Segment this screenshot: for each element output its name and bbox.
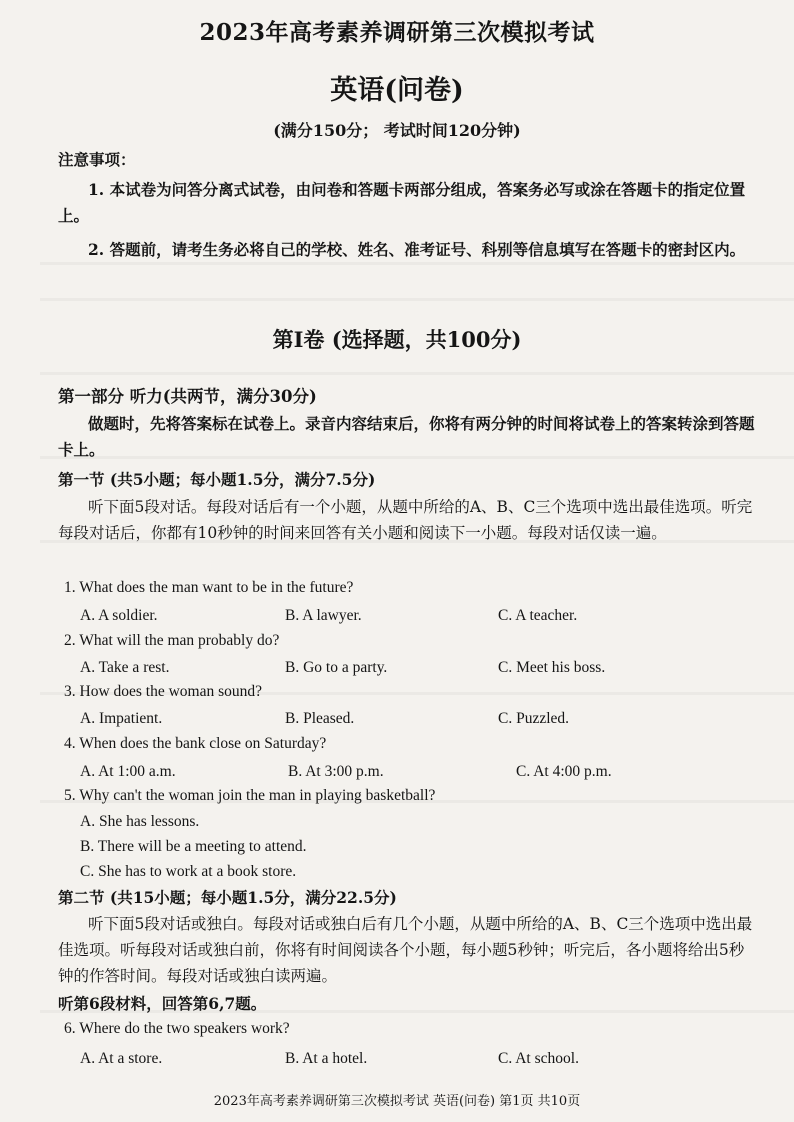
part1-instruction: 做题时，先将答案标在试卷上。录音内容结束后，你将有两分钟的时间将试卷上的答案转涂到答题卡上。 bbox=[58, 414, 755, 459]
question-stem: 3. How does the woman sound? bbox=[64, 683, 263, 700]
notice-heading: 注意事项： bbox=[58, 150, 136, 169]
option-b: B. There will be a meeting to attend. bbox=[80, 838, 307, 855]
option-b: B. A lawyer. bbox=[285, 607, 362, 624]
option-b: B. At 3:00 p.m. bbox=[288, 763, 384, 780]
bleed-through-line bbox=[40, 372, 794, 375]
option-c: C. At school. bbox=[498, 1050, 579, 1067]
question-stem: 2. What will the man probably do? bbox=[64, 632, 280, 649]
option-a: A. Impatient. bbox=[80, 710, 163, 727]
notice-item-2: 2. 答题前，请考生务必将自己的学校、姓名、准考证号、科别等信息填写在答题卡的密封区内。 bbox=[88, 240, 746, 259]
option-c: C. She has to work at a book store. bbox=[80, 863, 297, 880]
section1-heading: 第一节 (共5小题；每小题1.5分，满分7.5分) bbox=[58, 470, 376, 489]
option-c: C. Puzzled. bbox=[498, 710, 570, 727]
option-c: C. At 4:00 p.m. bbox=[516, 763, 612, 780]
option-b: B. Go to a party. bbox=[285, 659, 388, 676]
option-a: A. At 1:00 a.m. bbox=[80, 763, 176, 780]
option-a: A. Take a rest. bbox=[80, 659, 170, 676]
option-a: A. A soldier. bbox=[80, 607, 158, 624]
question-stem: 4. When does the bank close on Saturday? bbox=[64, 735, 327, 752]
exam-subtitle: 英语(问卷) bbox=[330, 75, 464, 106]
option-c: C. Meet his boss. bbox=[498, 659, 606, 676]
question-stem: 1. What does the man want to be in the future? bbox=[64, 579, 354, 596]
exam-meta: (满分150分； 考试时间120分钟) bbox=[273, 121, 521, 140]
section2-instruction: 听下面5段对话或独白。每段对话或独白后有几个小题，从题中所给的A、B、C三个选项中选出最佳选项。听每段对话或独白前，你将有时间阅读各个小题，每小题5秒钟；听完后，各小题将给出5秒钟的作答时间。每段对话或独白读两遍。 bbox=[58, 915, 753, 985]
material-note: 听第6段材料，回答第6,7题。 bbox=[58, 994, 267, 1013]
option-a: A. She has lessons. bbox=[80, 813, 200, 830]
question-stem: 6. Where do the two speakers work? bbox=[64, 1020, 290, 1037]
section1-instruction: 听下面5段对话。每段对话后有一个小题，从题中所给的A、B、C三个选项中选出最佳选项。听完每段对话后，你都有10秒钟的时间来回答有关小题和阅读下一小题。每段对话仅读一遍。 bbox=[58, 498, 753, 542]
exam-title: 2023年高考素养调研第三次模拟考试 bbox=[199, 19, 595, 46]
question-stem: 5. Why can't the woman join the man in playing basketball? bbox=[64, 787, 436, 804]
bleed-through-line bbox=[40, 298, 794, 301]
option-c: C. A teacher. bbox=[498, 607, 578, 624]
volume-title: 第Ⅰ卷 (选择题，共100分) bbox=[272, 327, 522, 352]
notice-item-1: 1. 本试卷为问答分离式试卷，由问卷和答题卡两部分组成，答案务必写或涂在答题卡的指定位置上。 bbox=[58, 180, 746, 225]
option-b: B. Pleased. bbox=[285, 710, 355, 727]
option-a: A. At a store. bbox=[80, 1050, 163, 1067]
section2-heading: 第二节 (共15小题；每小题1.5分，满分22.5分) bbox=[58, 888, 397, 907]
part1-heading: 第一部分 听力(共两节，满分30分) bbox=[58, 387, 317, 406]
page-footer: 2023年高考素养调研第三次模拟考试 英语(问卷) 第1页 共10页 bbox=[213, 1094, 581, 1109]
option-b: B. At a hotel. bbox=[285, 1050, 368, 1067]
